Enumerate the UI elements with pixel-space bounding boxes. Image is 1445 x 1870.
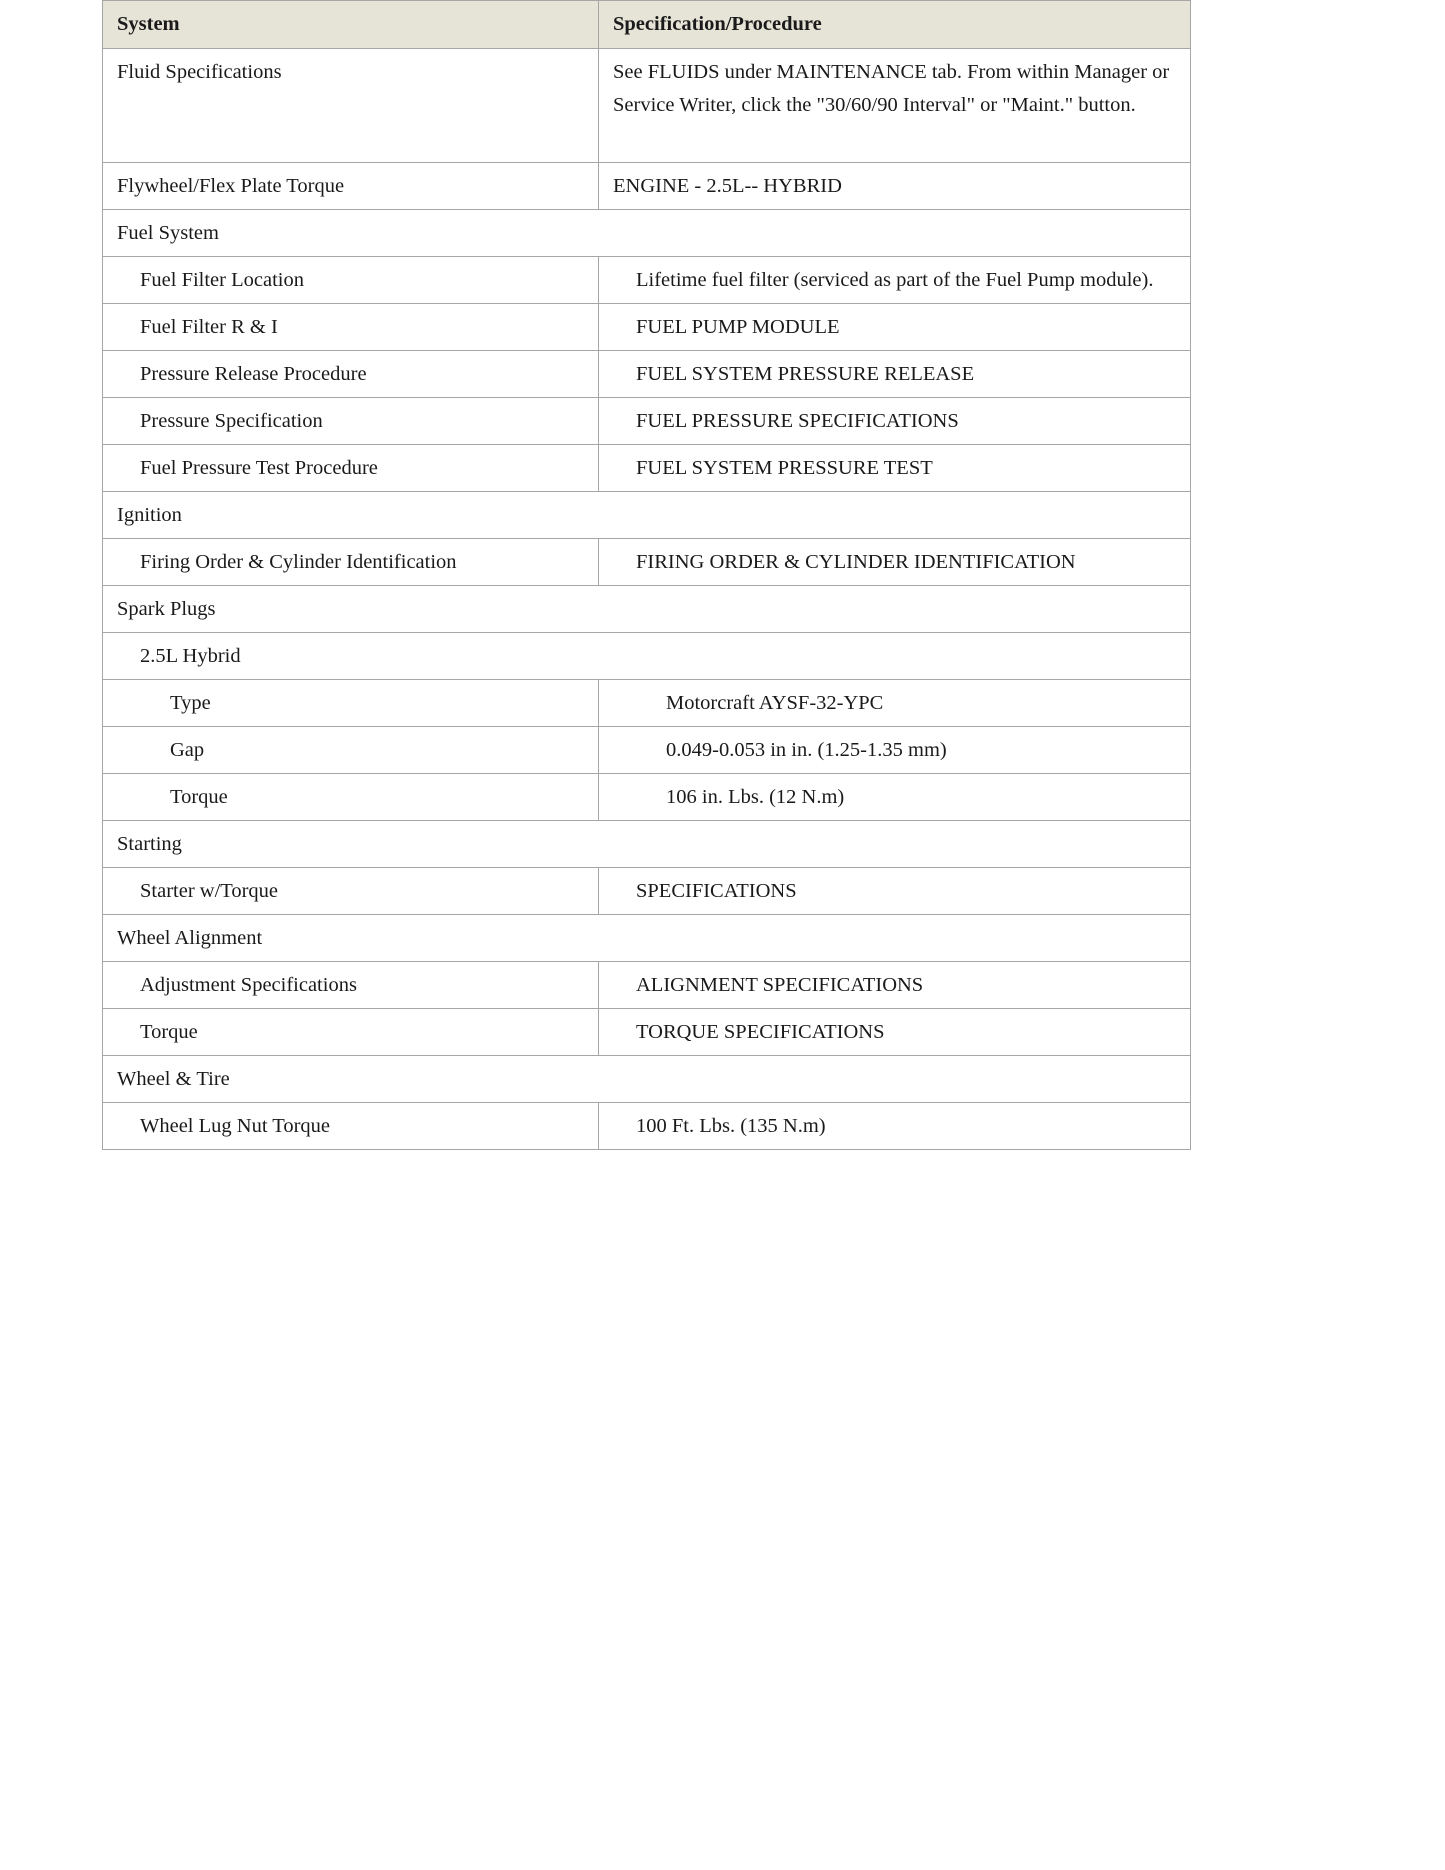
column-header-specification: Specification/Procedure: [599, 1, 1191, 49]
section-label: Wheel & Tire: [103, 1056, 1191, 1103]
row-value: SPECIFICATIONS: [599, 868, 1191, 915]
row-label: Fuel Pressure Test Procedure: [103, 445, 599, 492]
row-value: Lifetime fuel filter (serviced as part of the Fuel Pump module).: [599, 257, 1191, 304]
row-label: Pressure Release Procedure: [103, 351, 599, 398]
section-label: Ignition: [103, 492, 1191, 539]
row-label: Flywheel/Flex Plate Torque: [103, 163, 599, 210]
table-row-fuel-filter-location: [103, 257, 1191, 304]
table-row-starter-torque: [103, 868, 1191, 915]
row-value: ALIGNMENT SPECIFICATIONS: [599, 962, 1191, 1009]
row-value: FUEL SYSTEM PRESSURE RELEASE: [599, 351, 1191, 398]
row-value: 0.049-0.053 in in. (1.25-1.35 mm): [599, 727, 1191, 774]
row-label: Type: [103, 680, 599, 727]
row-value: See FLUIDS under MAINTENANCE tab. From within Manager or Service Writer, click the "30/60/90 Interval" or "Maint." button.: [599, 49, 1191, 163]
section-row-wheel-alignment: [103, 915, 1191, 962]
row-label: Gap: [103, 727, 599, 774]
table-row-spark-plug-torque: [103, 774, 1191, 821]
row-value: ENGINE - 2.5L-- HYBRID: [599, 163, 1191, 210]
row-label: Wheel Lug Nut Torque: [103, 1103, 599, 1150]
section-row-fuel-system: [103, 210, 1191, 257]
table-header-row: [103, 1, 1191, 49]
column-header-system: System: [103, 1, 599, 49]
row-label: Pressure Specification: [103, 398, 599, 445]
row-value: FIRING ORDER & CYLINDER IDENTIFICATION: [599, 539, 1191, 586]
row-value: 106 in. Lbs. (12 N.m): [599, 774, 1191, 821]
subsection-row-2-5l-hybrid: [103, 633, 1191, 680]
section-label: Wheel Alignment: [103, 915, 1191, 962]
row-value: FUEL SYSTEM PRESSURE TEST: [599, 445, 1191, 492]
row-value: FUEL PRESSURE SPECIFICATIONS: [599, 398, 1191, 445]
section-label: Spark Plugs: [103, 586, 1191, 633]
table-row-fuel-filter-ri: [103, 304, 1191, 351]
section-label: Starting: [103, 821, 1191, 868]
row-label: Fluid Specifications: [103, 49, 599, 163]
section-label: Fuel System: [103, 210, 1191, 257]
table-row-fuel-pressure-test: [103, 445, 1191, 492]
row-label: Fuel Filter Location: [103, 257, 599, 304]
row-value: Motorcraft AYSF-32-YPC: [599, 680, 1191, 727]
table-row-spark-plug-type: [103, 680, 1191, 727]
row-value: 100 Ft. Lbs. (135 N.m): [599, 1103, 1191, 1150]
specification-table: [102, 0, 1191, 1150]
table-row-pressure-specification: [103, 398, 1191, 445]
table-row-fluid-specifications: [103, 49, 1191, 163]
row-label: Torque: [103, 774, 599, 821]
section-row-starting: [103, 821, 1191, 868]
section-row-ignition: [103, 492, 1191, 539]
table-row-adjustment-specifications: [103, 962, 1191, 1009]
row-label: Adjustment Specifications: [103, 962, 599, 1009]
table-row-flywheel-torque: [103, 163, 1191, 210]
row-value: FUEL PUMP MODULE: [599, 304, 1191, 351]
row-label: Fuel Filter R & I: [103, 304, 599, 351]
row-value: TORQUE SPECIFICATIONS: [599, 1009, 1191, 1056]
row-label: Firing Order & Cylinder Identification: [103, 539, 599, 586]
table-row-firing-order: [103, 539, 1191, 586]
row-label: Starter w/Torque: [103, 868, 599, 915]
table-row-alignment-torque: [103, 1009, 1191, 1056]
section-row-wheel-tire: [103, 1056, 1191, 1103]
row-label: Torque: [103, 1009, 599, 1056]
subsection-label: 2.5L Hybrid: [103, 633, 1191, 680]
table-row-pressure-release: [103, 351, 1191, 398]
section-row-spark-plugs: [103, 586, 1191, 633]
table-row-wheel-lug-nut-torque: [103, 1103, 1191, 1150]
table-row-spark-plug-gap: [103, 727, 1191, 774]
